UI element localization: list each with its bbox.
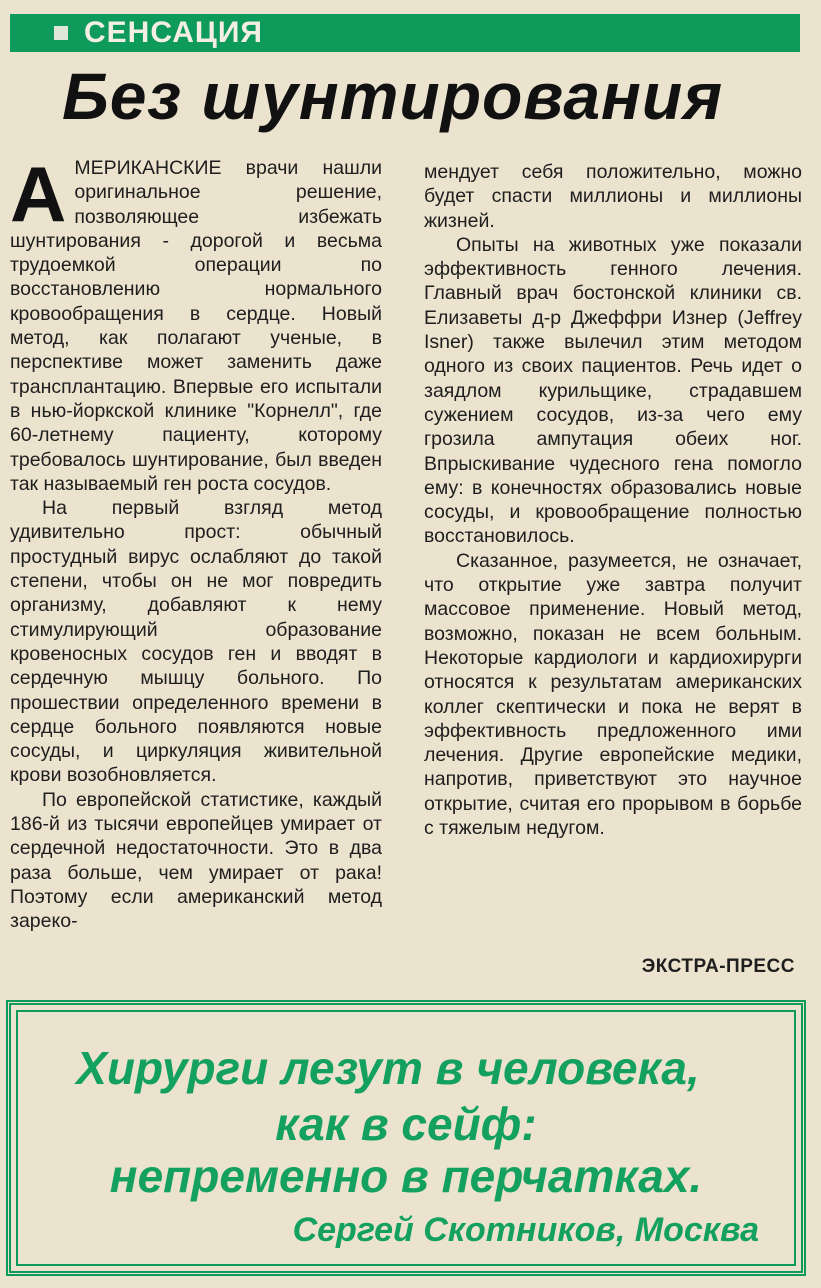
quote-author: Сергей Скотников, Москва (292, 1211, 759, 1249)
drop-cap: А (10, 150, 67, 238)
article-paragraph: Опыты на животных уже показали эффективность генного лечения. Главный врач бостонской клиники св. Елизаветы д-р Джеффри Изнер (Jeffrey Isner) также вылечил этим методом одного из своих пациентов. Речь идет о заядлом курильщике, страдавшем сужением сосудов, из-за чего ему грозила ампутация обеих ног. Впрыскивание чудесного гена помогло ему: в конечностях образовались новые сосуды, и кровообращение полностью восстановилось. (424, 233, 802, 548)
article-paragraph: Сказанное, разумеется, не означает, что открытие уже завтра получит массовое применение. Новый метод, возможно, показан не всем больным. Некоторые кардиологи и кардиохирурги относятся к результатам американских коллег скептически и пока не верят в эффективность предложенного ими лечения. Другие европейские медики, напротив, приветствуют это научное открытие, считая его прорывом в борьбе с тяжелым недугом. (424, 549, 802, 840)
quote-line-1: Хирурги лезут в человека, (76, 1042, 700, 1094)
article-paragraph (10, 150, 382, 496)
article-title: Без шунтирования (62, 59, 724, 133)
quote-box (6, 1000, 806, 1276)
article-paragraph: На первый взгляд метод удивительно прост: обычный простудный вирус ослабляют до такой степени, чтобы он не мог повредить организму, добавляют к нему стимулирующий образование кровеносных сосудов ген и вводят в сердечную мышцу больного. По прошествии определенного времени в сердце больного появляются новые сосуды, и циркуляция живительной крови возобновляется. (10, 497, 382, 787)
square-bullet-icon (54, 26, 68, 40)
article-byline: ЭКСТРА-ПРЕСС (641, 956, 795, 977)
section-label: СЕНСАЦИЯ (84, 16, 263, 49)
quote-line-2: как в сейф: (275, 1098, 537, 1150)
quote-line-3: непременно в перчатках. (109, 1150, 703, 1202)
article-column-left (10, 150, 382, 934)
section-banner (10, 14, 800, 52)
article-column-right (424, 160, 802, 840)
article-paragraph: мендует себя положительно, можно будет спасти миллионы и миллионы жизней. (424, 161, 802, 232)
paragraph-text: МЕРИКАНСКИЕ врачи нашли оригинальное решение, позволяющее избежать шунтирования - дорогой и весьма трудоемкой операции по восстановлению нормального кровообращения в сердце. Новый метод, как полагают ученые, в перспективе может заменить даже трансплантацию. Впервые его испытали в нью-йоркской клинике "Корнелл", где 60-летнему пациенту, которому требовалось шунтирование, был введен так называемый ген роста сосудов. (10, 157, 382, 495)
article-paragraph: По европейской статистике, каждый 186-й из тысячи европейцев умирает от сердечной недостаточности. Это в два раза больше, чем умирает от рака! Поэтому если американский метод зареко- (10, 788, 382, 933)
